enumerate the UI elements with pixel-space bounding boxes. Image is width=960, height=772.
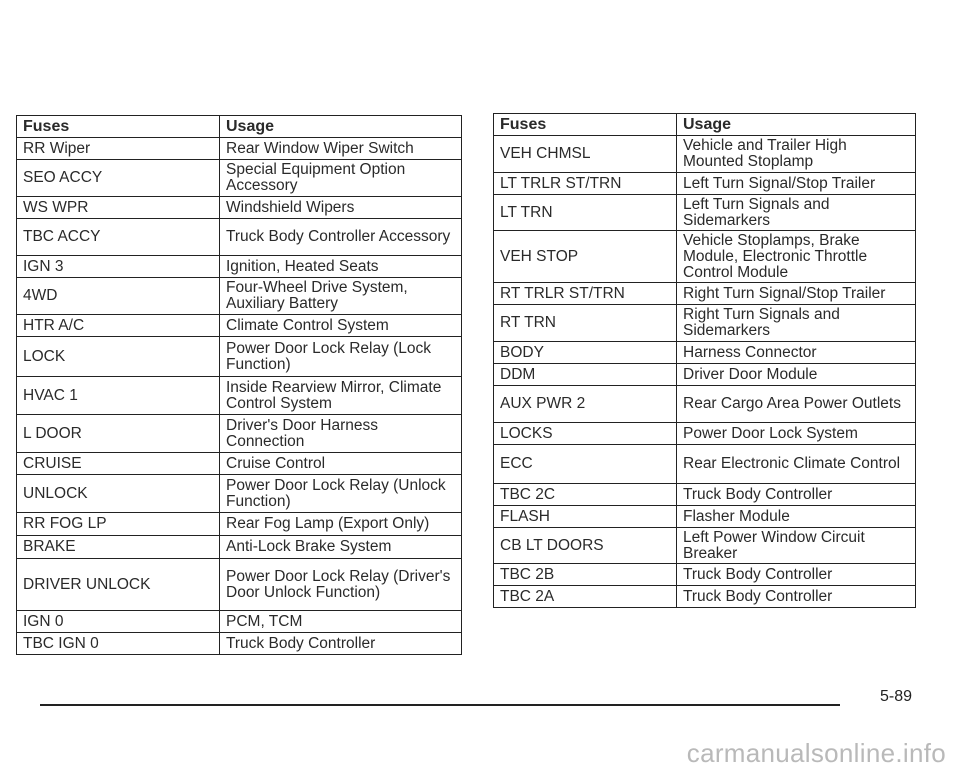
- table-row: [17, 337, 462, 377]
- fuse-name-cell: ECC: [494, 445, 677, 484]
- usage-column-header: Usage: [220, 116, 462, 138]
- fuse-name-cell: VEH STOP: [494, 231, 677, 283]
- fuse-name-cell: TBC 2A: [494, 586, 677, 608]
- fuse-name-cell: 4WD: [17, 278, 220, 315]
- fuse-usage-cell: Harness Connector: [677, 342, 916, 364]
- table-row: [494, 528, 916, 564]
- fuse-usage-cell: Rear Window Wiper Switch: [220, 138, 462, 160]
- page-number: 5-89: [880, 688, 913, 705]
- fuse-usage-cell: Climate Control System: [220, 315, 462, 337]
- fuse-name-cell: RR Wiper: [17, 138, 220, 160]
- fuse-name-cell: SEO ACCY: [17, 160, 220, 197]
- fuse-usage-cell: Power Door Lock Relay (Unlock Function): [220, 475, 462, 513]
- table-header-row: [17, 116, 462, 138]
- table-row: [17, 415, 462, 453]
- fuse-usage-cell: Windshield Wipers: [220, 197, 462, 219]
- table-row: [494, 342, 916, 364]
- table-row: [17, 256, 462, 278]
- left-fuse-table: [16, 115, 462, 655]
- fuse-usage-cell: Driver Door Module: [677, 364, 916, 386]
- fuse-usage-cell: PCM, TCM: [220, 611, 462, 633]
- fuse-usage-cell: Ignition, Heated Seats: [220, 256, 462, 278]
- fuse-usage-cell: Right Turn Signal/Stop Trailer: [677, 283, 916, 305]
- table-row: [17, 160, 462, 197]
- fuse-usage-cell: Left Turn Signal/Stop Trailer: [677, 173, 916, 195]
- table-row: [494, 564, 916, 586]
- fuse-usage-cell: Left Turn Signals and Sidemarkers: [677, 195, 916, 231]
- fuse-usage-cell: Truck Body Controller Accessory: [220, 219, 462, 256]
- table-row: [494, 283, 916, 305]
- fuse-usage-cell: Left Power Window Circuit Breaker: [677, 528, 916, 564]
- fuse-usage-cell: Flasher Module: [677, 506, 916, 528]
- fuse-name-cell: HTR A/C: [17, 315, 220, 337]
- fuse-name-cell: BODY: [494, 342, 677, 364]
- fuse-usage-cell: Right Turn Signals and Sidemarkers: [677, 305, 916, 342]
- fuses-column-header: Fuses: [17, 116, 220, 138]
- fuse-name-cell: CRUISE: [17, 453, 220, 475]
- fuse-name-cell: LT TRLR ST/TRN: [494, 173, 677, 195]
- table-row: [17, 453, 462, 475]
- table-row: [17, 278, 462, 315]
- fuse-name-cell: HVAC 1: [17, 377, 220, 415]
- usage-column-header: Usage: [677, 114, 916, 136]
- watermark: carmanualsonline.info: [686, 738, 946, 768]
- fuse-usage-cell: Anti-Lock Brake System: [220, 536, 462, 559]
- fuse-name-cell: LT TRN: [494, 195, 677, 231]
- table-row: [494, 506, 916, 528]
- fuse-name-cell: TBC 2C: [494, 484, 677, 506]
- fuse-name-cell: L DOOR: [17, 415, 220, 453]
- table-row: [17, 559, 462, 611]
- table-row: [494, 445, 916, 484]
- table-row: [494, 364, 916, 386]
- fuse-name-cell: TBC ACCY: [17, 219, 220, 256]
- fuse-name-cell: DDM: [494, 364, 677, 386]
- table-row: [17, 138, 462, 160]
- fuse-name-cell: AUX PWR 2: [494, 386, 677, 423]
- fuse-usage-cell: Power Door Lock System: [677, 423, 916, 445]
- table-row: [494, 423, 916, 445]
- right-fuse-table: [493, 113, 916, 608]
- table-row: [494, 195, 916, 231]
- fuse-usage-cell: Power Door Lock Relay (Lock Function): [220, 337, 462, 377]
- fuse-name-cell: TBC 2B: [494, 564, 677, 586]
- table-row: [494, 305, 916, 342]
- table-row: [17, 633, 462, 655]
- fuses-column-header: Fuses: [494, 114, 677, 136]
- fuse-usage-cell: Rear Cargo Area Power Outlets: [677, 386, 916, 423]
- fuse-name-cell: VEH CHMSL: [494, 136, 677, 173]
- fuse-name-cell: LOCK: [17, 337, 220, 377]
- fuse-name-cell: FLASH: [494, 506, 677, 528]
- fuse-usage-cell: Truck Body Controller: [677, 484, 916, 506]
- fuse-usage-cell: Rear Electronic Climate Control: [677, 445, 916, 484]
- fuse-usage-cell: Truck Body Controller: [220, 633, 462, 655]
- fuse-name-cell: DRIVER UNLOCK: [17, 559, 220, 611]
- fuse-usage-cell: Vehicle Stoplamps, Brake Module, Electronic Throttle Control Module: [677, 231, 916, 283]
- table-row: [494, 484, 916, 506]
- fuse-usage-cell: Cruise Control: [220, 453, 462, 475]
- fuse-usage-cell: Power Door Lock Relay (Driver's Door Unlock Function): [220, 559, 462, 611]
- table-row: [17, 513, 462, 536]
- table-row: [494, 173, 916, 195]
- table-row: [17, 219, 462, 256]
- fuse-name-cell: UNLOCK: [17, 475, 220, 513]
- fuse-name-cell: LOCKS: [494, 423, 677, 445]
- fuse-usage-cell: Inside Rearview Mirror, Climate Control System: [220, 377, 462, 415]
- fuse-usage-cell: Four-Wheel Drive System, Auxiliary Battery: [220, 278, 462, 315]
- fuse-name-cell: RR FOG LP: [17, 513, 220, 536]
- table-row: [494, 386, 916, 423]
- fuse-usage-cell: Rear Fog Lamp (Export Only): [220, 513, 462, 536]
- fuse-name-cell: RT TRLR ST/TRN: [494, 283, 677, 305]
- fuse-usage-cell: Driver's Door Harness Connection: [220, 415, 462, 453]
- fuse-name-cell: CB LT DOORS: [494, 528, 677, 564]
- fuse-name-cell: BRAKE: [17, 536, 220, 559]
- fuse-name-cell: IGN 3: [17, 256, 220, 278]
- fuse-name-cell: RT TRN: [494, 305, 677, 342]
- fuse-name-cell: TBC IGN 0: [17, 633, 220, 655]
- footer-rule: [40, 704, 840, 706]
- fuse-usage-cell: Special Equipment Option Accessory: [220, 160, 462, 197]
- fuse-name-cell: WS WPR: [17, 197, 220, 219]
- table-row: [17, 475, 462, 513]
- fuse-name-cell: IGN 0: [17, 611, 220, 633]
- table-row: [17, 377, 462, 415]
- table-row: [17, 197, 462, 219]
- table-row: [17, 536, 462, 559]
- table-row: [494, 586, 916, 608]
- table-row: [494, 231, 916, 283]
- table-row: [494, 136, 916, 173]
- fuse-usage-cell: Truck Body Controller: [677, 586, 916, 608]
- table-header-row: [494, 114, 916, 136]
- fuse-usage-cell: Truck Body Controller: [677, 564, 916, 586]
- table-row: [17, 611, 462, 633]
- fuse-usage-cell: Vehicle and Trailer High Mounted Stoplamp: [677, 136, 916, 173]
- table-row: [17, 315, 462, 337]
